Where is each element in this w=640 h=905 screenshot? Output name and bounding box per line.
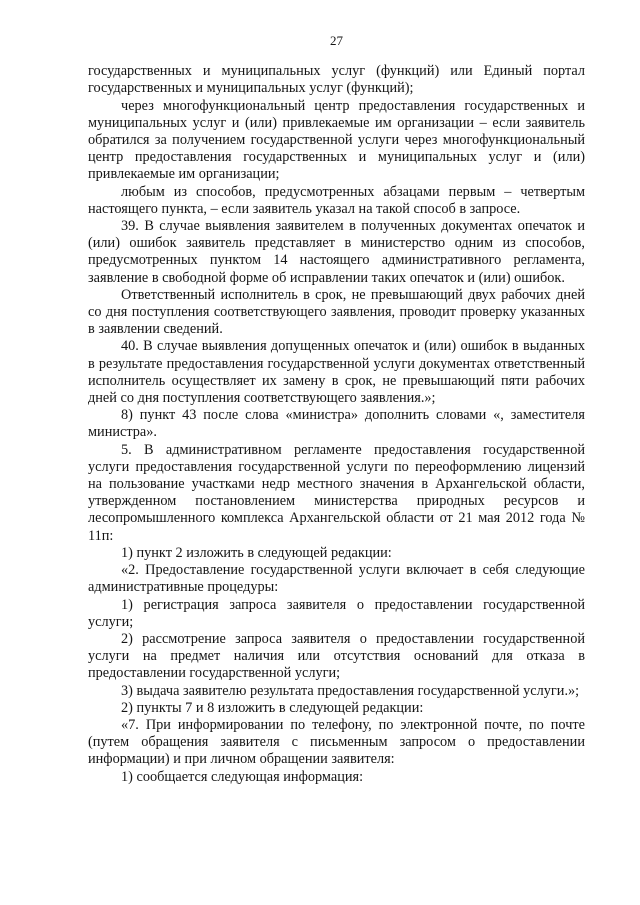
paragraph: 2) рассмотрение запроса заявителя о предоставлении государственной услуги на предмет наличия или отсутствия оснований для отказа в предоставлении государственной услуги; (88, 630, 585, 682)
paragraph: 3) выдача заявителю результата предоставления государственной услуги.»; (121, 682, 580, 699)
paragraph: 2) пункты 7 и 8 изложить в следующей редакции: (121, 699, 424, 716)
paragraph: 5. В административном регламенте предоставления государственной услуги предоставления государственной услуги по переоформлению лицензий на пользование участками недр местного значения в Архангельской области, утвержденном постановлением министерства природных ресурсов и лесопромышленного комплекса Архангельской области от 21 мая 2012 года № 11п: (88, 441, 585, 544)
paragraph: через многофункциональный центр предоставления государственных и муниципальных услуг и (или) привлекаемые им организации – если заявитель обратился за получением государственной услуги через многофункциональный центр предоставления государственных и муниципальных услуг и (или) привлекаемые им организации; (88, 97, 585, 183)
paragraph: любым из способов, предусмотренных абзацами первым – четвертым настоящего пункта, – если заявитель указал на такой способ в запросе. (88, 183, 585, 217)
paragraph: 39. В случае выявления заявителем в полученных документах опечаток и (или) ошибок заявитель представляет в министерство одним из способов, предусмотренных пунктом 14 настоящего административного регламента, заявление в свободной форме об исправлении таких опечаток и (или) ошибок. (88, 218, 585, 286)
page-number: 27 (330, 33, 343, 48)
document-page (88, 32, 585, 786)
paragraph: Ответственный исполнитель в срок, не превышающий двух рабочих дней со дня поступления соответствующего заявления, проводит проверку указанных в заявлении сведений. (88, 286, 585, 338)
paragraph: государственных и муниципальных услуг (функций) или Единый портал государственных и муниципальных услуг (функций); (88, 63, 585, 97)
paragraph: 1) регистрация запроса заявителя о предоставлении государственной услуги; (88, 596, 585, 630)
paragraph: 1) пункт 2 изложить в следующей редакции: (121, 544, 392, 561)
paragraph: «2. Предоставление государственной услуги включает в себя следующие административные процедуры: (88, 562, 585, 596)
paragraph: 1) сообщается следующая информация: (121, 768, 364, 785)
paragraph: «7. При информировании по телефону, по электронной почте, по почте (путем обращения заявителя с письменным запросом о предоставлении информации) и при личном обращении заявителя: (88, 716, 585, 768)
paragraph: 8) пункт 43 после слова «министра» дополнить словами «, заместителя министра». (88, 407, 585, 441)
paragraph: 40. В случае выявления допущенных опечаток и (или) ошибок в выданных в результате предоставления государственной услуги документах ответственный исполнитель осуществляет их замену в срок, не превышающий пяти рабочих дней со дня поступления соответствующего заявления.»; (88, 338, 585, 407)
